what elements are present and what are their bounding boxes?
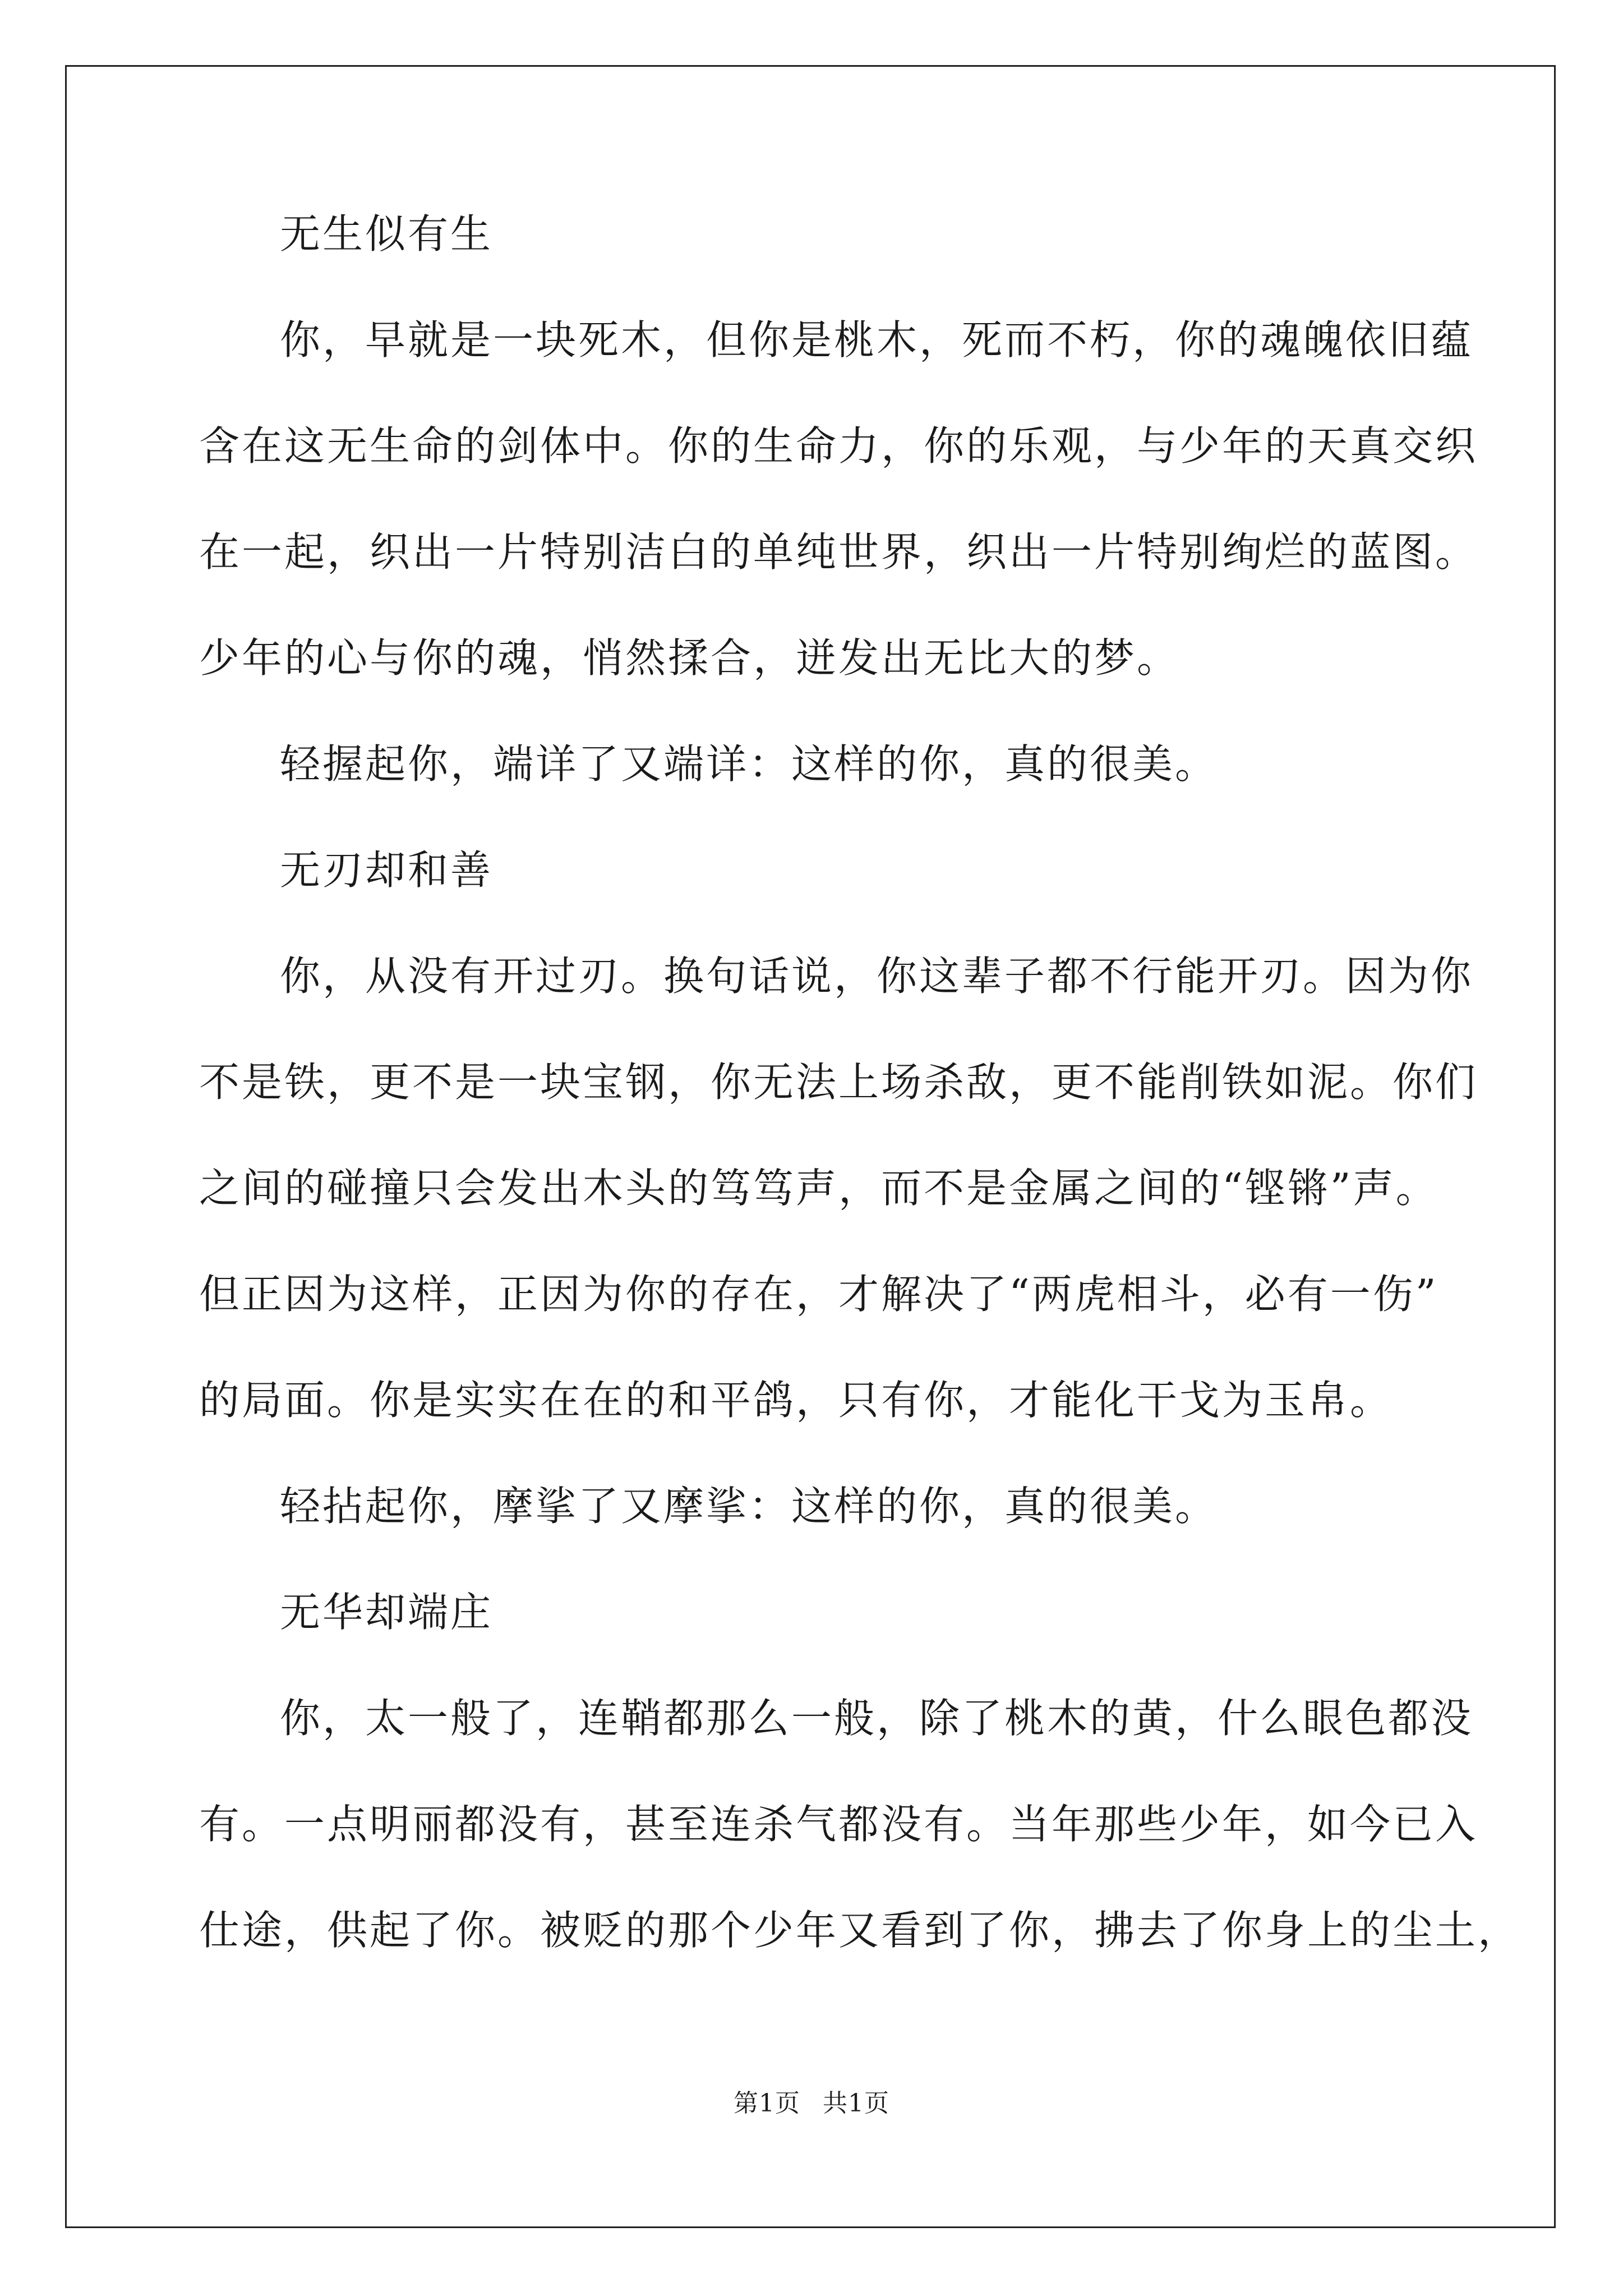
paragraph-line: 你，太一般了，连鞘都那么一般，除了桃木的黄，什么眼色都没 — [280, 1695, 1474, 1742]
paragraph-line: 不是铁，更不是一块宝钢，你无法上场杀敌，更不能削铁如泥。你们 — [199, 1059, 1478, 1106]
paragraph-line: 在一起，织出一片特别洁白的单纯世界，织出一片特别绚烂的蓝图。 — [199, 528, 1478, 576]
paragraph-line: 含在这无生命的剑体中。你的生命力，你的乐观，与少年的天真交织 — [199, 422, 1478, 470]
paragraph-line: 仕途，供起了你。被贬的那个少年又看到了你，拂去了你身上的尘土， — [199, 1907, 1521, 1954]
section-heading-1: 无生似有生 — [280, 210, 494, 257]
paragraph-line: 但正因为这样，正因为你的存在，才解决了“两虎相斗，必有一伤” — [199, 1271, 1438, 1318]
document-body — [199, 208, 1521, 2010]
page-footer — [0, 2088, 1623, 2119]
paragraph-line: 你，早就是一块死木，但你是桃木，死而不朽，你的魂魄依旧蕴 — [280, 316, 1474, 364]
section-heading-3: 无华却端庄 — [280, 1589, 494, 1636]
paragraph-line: 的局面。你是实实在在的和平鸽，只有你，才能化干戈为玉帛。 — [199, 1377, 1393, 1424]
paragraph-line: 之间的碰撞只会发出木头的笃笃声，而不是金属之间的“铿锵”声。 — [199, 1165, 1438, 1212]
paragraph-line: 轻握起你，端详了又端详：这样的你，真的很美。 — [280, 740, 1218, 788]
paragraph-line: 少年的心与你的魂，悄然揉合，迸发出无比大的梦。 — [199, 634, 1180, 682]
section-heading-2: 无刃却和善 — [280, 846, 494, 894]
paragraph-line: 轻拈起你，摩挲了又摩挲：这样的你，真的很美。 — [280, 1483, 1218, 1530]
page-number: 第1页 — [734, 2089, 800, 2118]
page-total: 共1页 — [823, 2089, 889, 2118]
paragraph-line: 你，从没有开过刃。换句话说，你这辈子都不行能开刃。因为你 — [280, 953, 1474, 1000]
paragraph-line: 有。一点明丽都没有，甚至连杀气都没有。当年那些少年，如今已入 — [199, 1801, 1478, 1848]
